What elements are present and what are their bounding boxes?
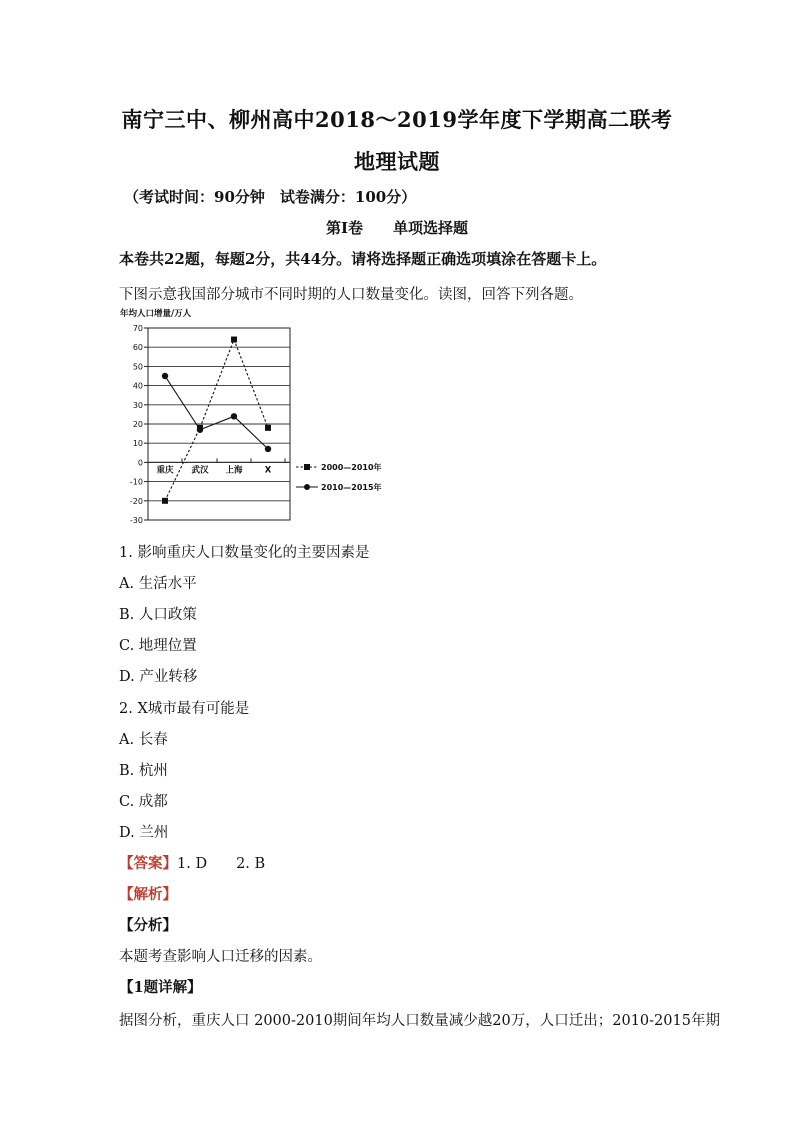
category-label: 上海	[225, 465, 243, 476]
instructions: 本卷共22题，每题2分，共44分。请将选择题正确选项填涂在答题卡上。	[119, 250, 607, 268]
chart-yticks	[130, 324, 143, 525]
y-tick-label: 60	[132, 343, 143, 353]
category-label: 武汉	[191, 465, 209, 476]
y-tick-label: -20	[129, 496, 143, 506]
series-point	[197, 427, 203, 433]
chart-grid	[144, 328, 290, 520]
chart-ylabel: 年均人口增量/万人	[120, 309, 192, 319]
y-tick-label: 10	[132, 439, 143, 449]
question-stem: 1. 影响重庆人口数量变化的主要因素是	[119, 545, 370, 561]
question-intro: 下图示意我国部分城市不同时期的人口数量变化。读图，回答下列各题。	[119, 287, 583, 303]
y-tick-label: 0	[137, 458, 143, 468]
chart-series	[162, 337, 271, 504]
exam-subject: 地理试题	[354, 149, 440, 174]
exam-info: （考试时间：90分钟 试卷满分：100分）	[124, 188, 417, 206]
question-option: B. 杭州	[119, 763, 168, 779]
answer-line	[119, 852, 265, 873]
y-tick-label: 40	[132, 381, 143, 391]
detail-label: 【1题详解】	[119, 979, 202, 996]
series-line	[165, 340, 268, 501]
exam-title: 南宁三中、柳州高中2018～2019学年度下学期高二联考	[121, 107, 673, 132]
category-label: 重庆	[156, 465, 174, 476]
y-tick-label: -30	[129, 516, 143, 525]
legend-marker	[304, 484, 310, 490]
y-tick-label: 20	[132, 420, 143, 429]
question-option: C. 成都	[119, 794, 168, 810]
question-option: A. 生活水平	[119, 576, 197, 592]
analysis-label: 【解析】	[119, 886, 177, 903]
question-stem: 2. X城市最有可能是	[119, 701, 250, 717]
y-tick-label: -10	[129, 477, 143, 487]
detail-text: 据图分析，重庆人口 2000-2010期间年均人口数量减少越20万，人口迁出；2010-2015年期	[119, 1013, 720, 1029]
answer-text: 1. D 2. B	[177, 856, 266, 872]
answer-label: 【答案】	[119, 855, 177, 872]
category-label: X	[264, 465, 272, 476]
y-tick-label: 30	[132, 400, 143, 410]
question-option: C. 地理位置	[119, 638, 197, 654]
fenxi-text: 本题考查影响人口迁移的因素。	[119, 949, 322, 965]
legend-label: 2010—2015年	[321, 483, 382, 492]
population-chart	[118, 304, 388, 530]
legend-label: 2000—2010年	[321, 463, 382, 472]
series-point	[231, 413, 237, 419]
question-option: D. 产业转移	[119, 669, 198, 685]
section-heading: 第Ⅰ卷 单项选择题	[325, 219, 469, 237]
y-tick-label: 50	[132, 362, 143, 372]
series-point	[265, 446, 271, 452]
question-option: B. 人口政策	[119, 607, 197, 623]
fenxi-label: 【分析】	[119, 917, 177, 934]
question-option: D. 兰州	[119, 825, 169, 841]
series-point	[231, 337, 237, 343]
series-point	[162, 498, 168, 504]
legend-marker	[304, 464, 310, 470]
question-option: A. 长春	[119, 732, 168, 748]
chart-categories	[156, 458, 285, 475]
y-tick-label: 70	[132, 324, 143, 333]
series-point	[162, 373, 168, 379]
series-point	[265, 425, 271, 431]
chart-legend	[296, 462, 382, 492]
